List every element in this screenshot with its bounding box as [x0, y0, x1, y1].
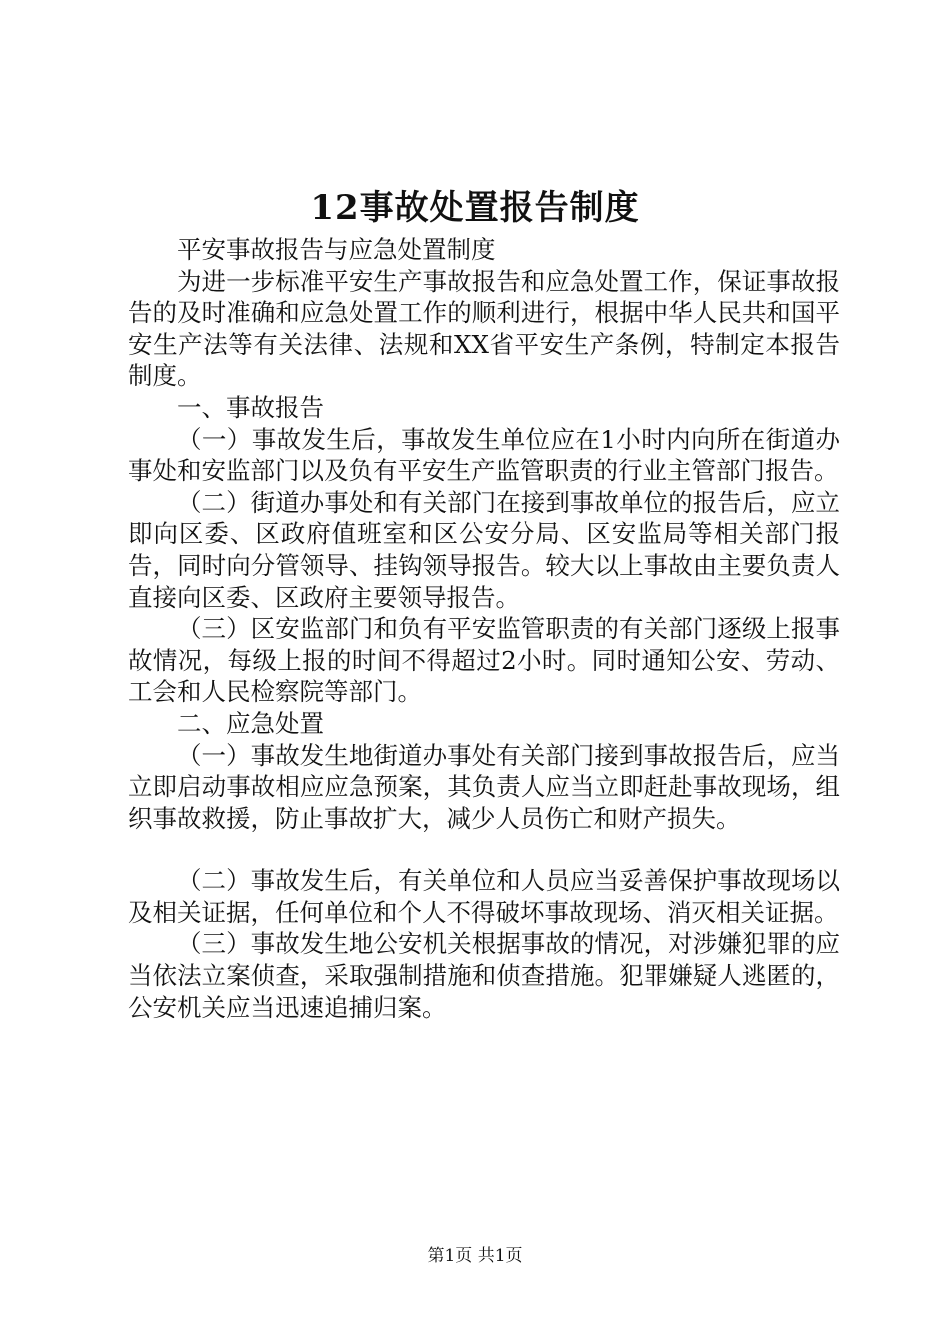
intro-paragraph: 为进一步标准平安生产事故报告和应急处置工作，保证事故报告的及时准确和应急处置工作的顺利进行，根据中华人民共和国平安生产法等有关法律、法规和XX省平安生产条例，特制定本报告制度。 [128, 266, 840, 391]
section-heading-emergency: 二、应急处置 [177, 708, 324, 738]
report-item-2: （二）街道办事处和有关部门在接到事故单位的报告后，应立即向区委、区政府值班室和区公安分局、区安监局等相关部门报告，同时向分管领导、挂钩领导报告。较大以上事故由主要负责人直接向区委、区政府主要领导报告。 [128, 487, 840, 612]
emergency-item-1: （一）事故发生地街道办事处有关部门接到事故报告后，应当立即启动事故相应应急预案，其负责人应当立即赶赴事故现场，组织事故救援，防止事故扩大，减少人员伤亡和财产损失。 [128, 740, 840, 833]
report-item-1: （一）事故发生后，事故发生单位应在1小时内向所在街道办事处和安监部门以及负有平安生产监管职责的行业主管部门报告。 [128, 424, 840, 486]
document-title: 12事故处置报告制度 [310, 188, 640, 228]
section-heading-report: 一、事故报告 [177, 392, 324, 422]
emergency-item-3: （三）事故发生地公安机关根据事故的情况，对涉嫌犯罪的应当依法立案侦查，采取强制措施和侦查措施。犯罪嫌疑人逃匿的，公安机关应当迅速追捕归案。 [128, 929, 840, 1022]
subtitle-paragraph: 平安事故报告与应急处置制度 [177, 235, 496, 264]
report-item-3: （三）区安监部门和负有平安监管职责的有关部门逐级上报事故情况，每级上报的时间不得超过2小时。同时通知公安、劳动、工会和人民检察院等部门。 [128, 614, 840, 707]
page-footer: 第1页 共1页 [427, 1246, 523, 1266]
document-body [128, 234, 840, 1023]
emergency-item-2: （二）事故发生后，有关单位和人员应当妥善保护事故现场以及相关证据，任何单位和个人不得破坏事故现场、消灭相关证据。 [128, 866, 840, 927]
